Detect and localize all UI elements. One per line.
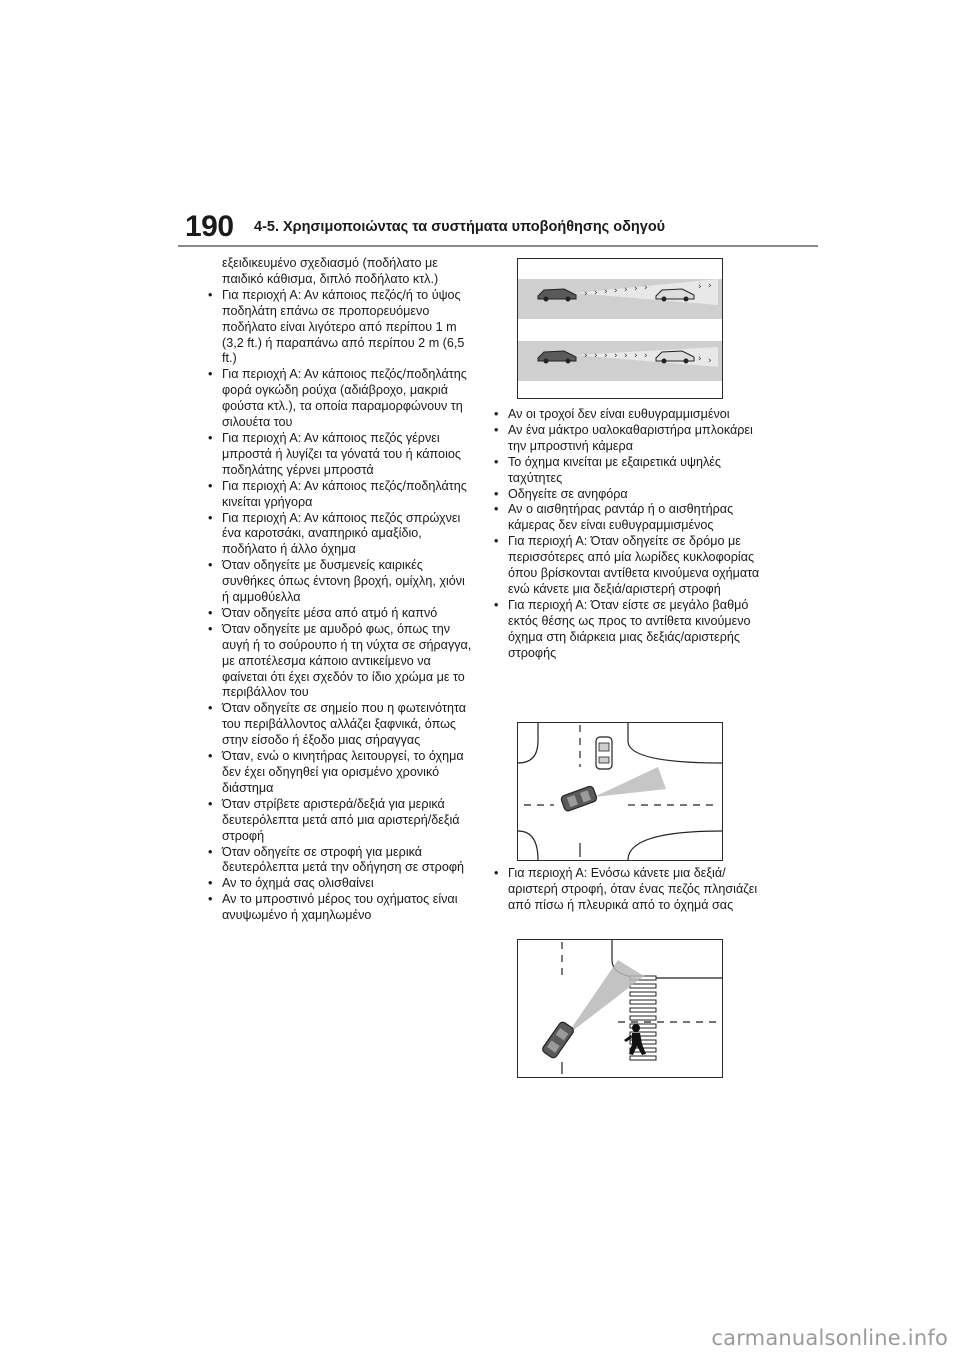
list-item [206, 288, 474, 368]
bullet-marker: • [208, 749, 213, 764]
list-item-text: Για περιοχή Α: Όταν είστε σε μεγάλο βαθμό εκτός θέσης ως προς το αντίθετα κινούμενο όχημα στη διάρκεια μιας δεξιάς/αριστερής στροφής [508, 597, 751, 660]
bullet-marker: • [208, 844, 213, 859]
right-column-b [492, 866, 764, 914]
watermark: carmanualsonline.info [711, 1326, 948, 1350]
list-item [206, 892, 474, 924]
list-item-text: Οδηγείτε σε ανηφόρα [508, 486, 628, 501]
turning-car [541, 1021, 575, 1060]
bullet-marker: • [494, 486, 499, 501]
corner-bottom-right [628, 831, 722, 860]
list-item-text: Για περιοχή Α: Όταν οδηγείτε σε δρόμο με περισσότερες από μία λωρίδες κυκλοφορίας όπου βρίσκονται αντίθετα κινούμενα οχήματα ενώ κάνετε μια δεξιά/αριστερή στροφή [508, 534, 760, 596]
bullet-marker: • [208, 510, 213, 525]
list-item [492, 866, 764, 914]
list-item-text: Αν το όχημά σας ολισθαίνει [222, 876, 374, 891]
oncoming-car [596, 737, 612, 769]
list-item-text: Για περιοχή Α: Αν κάποιος πεζός σπρώχνει ένα καροτσάκι, αναπηρικό αμαξίδιο, ποδήλατο ή άλλο όχημα [222, 510, 461, 557]
svg-text:›: › [634, 351, 638, 361]
corner-bottom-left [518, 831, 538, 860]
list-item [206, 479, 474, 511]
svg-text:›: › [708, 281, 712, 291]
list-item [206, 845, 474, 877]
list-item [492, 534, 764, 598]
list-item-text: Για περιοχή Α: Αν κάποιος πεζός/ποδηλάτης κινείται γρήγορα [222, 478, 467, 509]
bullet-marker: • [208, 367, 213, 382]
svg-text:›: › [584, 351, 588, 361]
pedestrian-crossing-illustration [518, 940, 722, 1077]
list-item-text: Όταν οδηγείτε σε στροφή για μερικά δευτερόλεπτα μετά την οδήγηση σε στροφή [222, 844, 464, 875]
bullet-marker: • [208, 621, 213, 636]
svg-text:›: › [594, 288, 598, 298]
list-item [206, 622, 474, 702]
list-item-text: Για περιοχή Α: Αν κάποιος πεζός/ποδηλάτης φορά ογκώδη ρούχα (αδιάβροχο, μακριά φούστα κτλ.), τα οποία παραμορφώνουν τη σιλουέτα του [222, 367, 467, 430]
svg-text:›: › [634, 284, 638, 294]
bullet-marker: • [208, 478, 213, 493]
list-item [492, 455, 764, 487]
list-item-text: Για περιοχή Α: Αν κάποιος πεζός γέρνει μπροστά ή λυγίζει τα γόνατά του ή κάποιος ποδηλάτης γέρνει μπροστά [222, 430, 461, 477]
right-bullet-list-b [492, 866, 764, 914]
list-item-text: Αν οι τροχοί δεν είναι ευθυγραμμισμένοι [508, 407, 730, 421]
svg-text:›: › [624, 351, 628, 361]
list-item [206, 701, 474, 749]
svg-text:›: › [604, 351, 608, 361]
bullet-marker: • [208, 287, 213, 302]
svg-text:›: › [624, 285, 628, 295]
lane-change-illustration [518, 259, 722, 398]
list-item-text: Όταν οδηγείτε σε σημείο που η φωτεινότητα του περιβάλλοντος αλλάζει ξαφνικά, όπως στην είσοδο ή έξοδο μιας σήραγγας [222, 701, 467, 748]
bullet-marker: • [208, 605, 213, 620]
list-item [492, 502, 764, 534]
list-item-text: Αν ο αισθητήρας ραντάρ ή ο αισθητήρας κάμερας δεν είναι ευθυγραμμισμένος [508, 502, 734, 533]
list-item [206, 367, 474, 431]
header-rule [178, 245, 818, 247]
bullet-marker: • [494, 534, 499, 549]
list-item-text: Αν το μπροστινό μέρος του οχήματος είναι ανυψωμένο ή χαμηλωμένο [222, 892, 458, 923]
bullet-marker: • [208, 876, 213, 891]
list-item [206, 797, 474, 845]
list-item [206, 558, 474, 606]
svg-text:›: › [614, 351, 618, 361]
list-item [492, 487, 764, 503]
svg-text:›: › [698, 354, 702, 364]
list-item [206, 511, 474, 559]
bullet-marker: • [208, 796, 213, 811]
right-column-a [492, 407, 764, 662]
list-item-text: Όταν οδηγείτε με αμυδρό φως, όπως την αυγή ή το σούρουπο ή τη νύχτα σε σήραγγα, με αποτέλεσμα κάποιο αντικείμενο να φαίνεται ότι έχει σχεδόν το ίδιο χρώμα με το περιβάλλον του [222, 621, 472, 700]
list-item [492, 423, 764, 455]
bullet-marker: • [494, 502, 499, 517]
list-item [206, 606, 474, 622]
list-item-text: Όταν στρίβετε αριστερά/δεξιά για μερικά δευτερόλεπτα μετά από μια αριστερή/δεξιά στροφή [222, 796, 460, 843]
list-item-text: Για περιοχή Α: Ενόσω κάνετε μια δεξιά/αριστερή στροφή, όταν ένας πεζός πλησιάζει από πίσω ή πλευρικά από το όχημά σας [508, 866, 758, 912]
list-item-text: Όταν οδηγείτε μέσα από ατμό ή καπνό [222, 605, 438, 620]
page-number: 190 [185, 210, 234, 243]
list-item [492, 598, 764, 662]
list-item [206, 431, 474, 479]
bullet-marker: • [208, 701, 213, 716]
right-bullet-list-a [492, 407, 764, 662]
list-item-text: Όταν, ενώ ο κινητήρας λειτουργεί, το όχημα δεν έχει οδηγηθεί για ορισμένο χρονικό διάστημα [222, 749, 464, 795]
continuation-text: εξειδικευμένο σχεδιασμό (ποδήλατο με παιδικό κάθισμα, διπλό ποδήλατο κτλ.) [222, 256, 439, 286]
corner-top-right [628, 723, 722, 763]
bullet-marker: • [208, 430, 213, 445]
list-item [206, 749, 474, 797]
svg-text:›: › [614, 286, 618, 296]
list-item-text: Όταν οδηγείτε με δυσμενείς καιρικές συνθήκες όπως έντονη βροχή, ομίχλη, χιόνι ή αμμοθύελλα [222, 558, 465, 605]
corner-top-left [518, 723, 538, 763]
svg-text:›: › [584, 289, 588, 299]
list-item [492, 407, 764, 423]
left-bullet-list [206, 288, 474, 924]
bullet-marker: • [494, 597, 499, 612]
svg-text:›: › [698, 282, 702, 292]
turning-car [560, 785, 597, 812]
sensor-beam [594, 767, 666, 797]
list-item-text: Αν ένα μάκτρο υαλοκαθαριστήρα μπλοκάρει την μπροστινή κάμερα [508, 422, 753, 453]
svg-text:›: › [604, 287, 608, 297]
left-column [206, 256, 474, 924]
bullet-marker: • [208, 558, 213, 573]
list-item-text: Για περιοχή Α: Αν κάποιος πεζός/ή το ύψος ποδηλάτη επάνω σε προπορευόμενο ποδήλατο είναι λιγότερο από περίπου 1 m (3,2 ft.) ή παραπάνω από περίπου 2 m (6,5 ft.) [222, 287, 465, 366]
svg-text:›: › [644, 283, 648, 293]
intersection-illustration [518, 723, 722, 860]
list-item [206, 876, 474, 892]
svg-text:›: › [644, 351, 648, 361]
figure-lane-change [517, 258, 723, 399]
list-item-text: Το όχημα κινείται με εξαιρετικά υψηλές ταχύτητες [508, 454, 721, 485]
bullet-marker: • [494, 407, 499, 421]
figure-pedestrian-crossing [517, 939, 723, 1078]
bullet-marker: • [494, 454, 499, 469]
bullet-marker: • [208, 892, 213, 907]
section-title: 4-5. Χρησιμοποιώντας τα συστήματα υποβοήθησης οδηγού [254, 219, 666, 235]
figure-intersection-turn [517, 722, 723, 861]
bullet-marker: • [494, 422, 499, 437]
svg-text:›: › [594, 351, 598, 361]
bullet-marker: • [494, 866, 499, 880]
svg-text:›: › [708, 356, 712, 366]
